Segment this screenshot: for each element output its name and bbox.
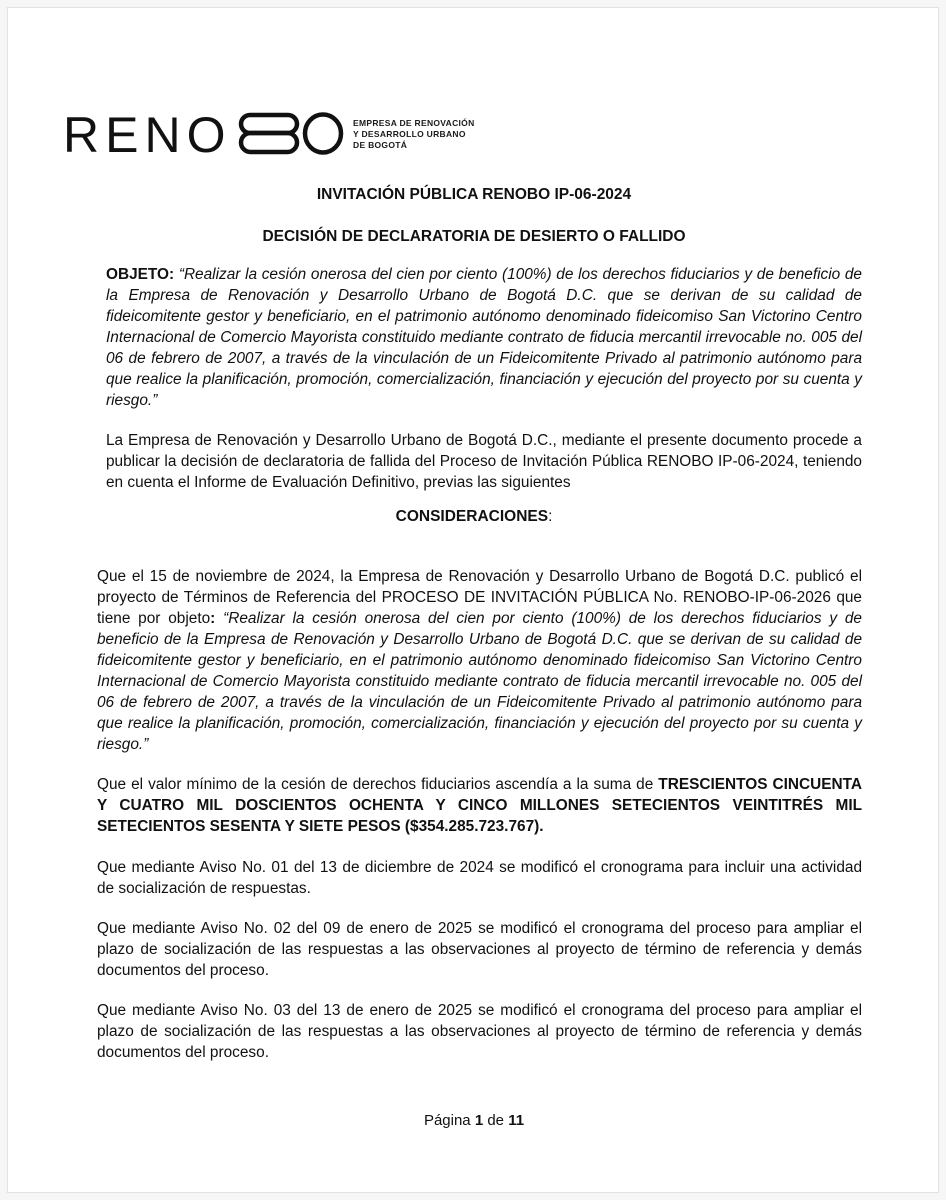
renobo-logo [63,106,475,162]
consideracion-3: Que mediante Aviso No. 01 del 13 de diciembre de 2024 se modificó el cronograma para incluir una actividad de socialización de respuestas. [97,859,862,897]
renobo-wordmark [63,112,345,156]
consideracion-1-text: Que el 15 de noviembre de 2024, la Empresa de Renovación y Desarrollo Urbano de Bogotá D.C. publicó el proyecto de Términos de Referencia del PROCESO DE INVITACIÓN PÚBLICA No. RENOBO-IP-06-2026 que tiene por objeto [97,568,862,627]
page-of: de [487,1112,505,1129]
intro-paragraph: La Empresa de Renovación y Desarrollo Urbano de Bogotá D.C., mediante el presente documento procede a publicar la decisión de declaratoria de fallida del Proceso de Invitación Pública RENOBO IP-06-2024, teniendo en cuenta el Informe de Evaluación Definitivo, previas las siguientes [106,432,862,491]
consideracion-5: Que mediante Aviso No. 03 del 13 de enero de 2025 se modificó el cronograma del proceso para ampliar el plazo de socialización de las respuestas a las observaciones al proyecto de término de referencia y demás documentos del proceso. [97,1002,862,1061]
svg-text:RENO: RENO [63,112,232,156]
page-total: 11 [508,1112,525,1129]
objeto-paragraph [106,264,862,411]
consideracion-1-colon: : [210,610,216,627]
consideraciones-heading [8,508,940,526]
document-page [7,7,939,1193]
logo-sub-line: EMPRESA DE RENOVACIÓN [353,117,475,128]
page-number [8,1112,940,1129]
consideracion-2 [97,774,862,837]
consideraciones-colon: : [548,508,553,525]
objeto-label: OBJETO: [106,266,175,283]
logo-sub-line: Y DESARROLLO URBANO [353,128,466,139]
page-label: Página [423,1112,471,1129]
consideracion-1-quote: “Realizar la cesión onerosa del cien por ciento (100%) de los derechos fiduciarios y de beneficio de la Empresa de Renovación y Desarrollo Urbano de Bogotá D.C. que se derivan de su calidad de fideicomitente gestor y beneficiario, en el patrimonio autónomo denominado fideicomiso San Victorino Centro Internacional de Comercio Mayorista constituido mediante contrato de fiducia mercantil irrevocable no. 005 del 06 de febrero de 2007, a través de la vinculación de un Fideicomitente Privado al patrimonio autónomo para que realice la planificación, promoción, comercialización, financiación y ejecución del proyecto por su cuenta y riesgo.” [97,610,862,753]
consideracion-2-amount: TRESCIENTOS CINCUENTA Y CUATRO MIL DOSCIENTOS OCHENTA Y CINCO MILLONES SETECIENTOS VEINTITRÉS MIL SETECIENTOS SESENTA Y SIETE PESOS ($354.285.723.767). [97,776,862,835]
logo-subtitle [353,118,475,151]
consideraciones-label: CONSIDERACIONES [395,508,549,525]
document-title: INVITACIÓN PÚBLICA RENOBO IP-06-2024 [316,186,632,203]
consideracion-4: Que mediante Aviso No. 02 del 09 de enero de 2025 se modificó el cronograma del proceso para ampliar el plazo de socialización de las respuestas a las observaciones al proyecto de término de referencia y demás documentos del proceso. [97,920,862,979]
logo-sub-line: DE BOGOTÁ [353,139,408,150]
consideracion-1 [97,566,862,755]
document-subtitle: DECISIÓN DE DECLARATORIA DE DESIERTO O FALLIDO [262,228,686,245]
objeto-text: “Realizar la cesión onerosa del cien por ciento (100%) de los derechos fiduciarios y de beneficio de la Empresa de Renovación y Desarrollo Urbano de Bogotá D.C. que se derivan de su calidad de fideicomitente gestor y beneficiario, en el patrimonio autónomo denominado fideicomiso San Victorino Centro Internacional de Comercio Mayorista constituido mediante contrato de fiducia mercantil irrevocable no. 005 del 06 de febrero de 2007, a través de la vinculación de un Fideicomitente Privado al patrimonio autónomo para que realice la planificación, promoción, comercialización, financiación y ejecución del proyecto por su cuenta y riesgo.” [106,266,862,409]
logo-graphic [63,112,345,156]
page-current: 1 [474,1112,484,1129]
consideracion-2-text: Que el valor mínimo de la cesión de derechos fiduciarios ascendía a la suma de [97,776,659,793]
